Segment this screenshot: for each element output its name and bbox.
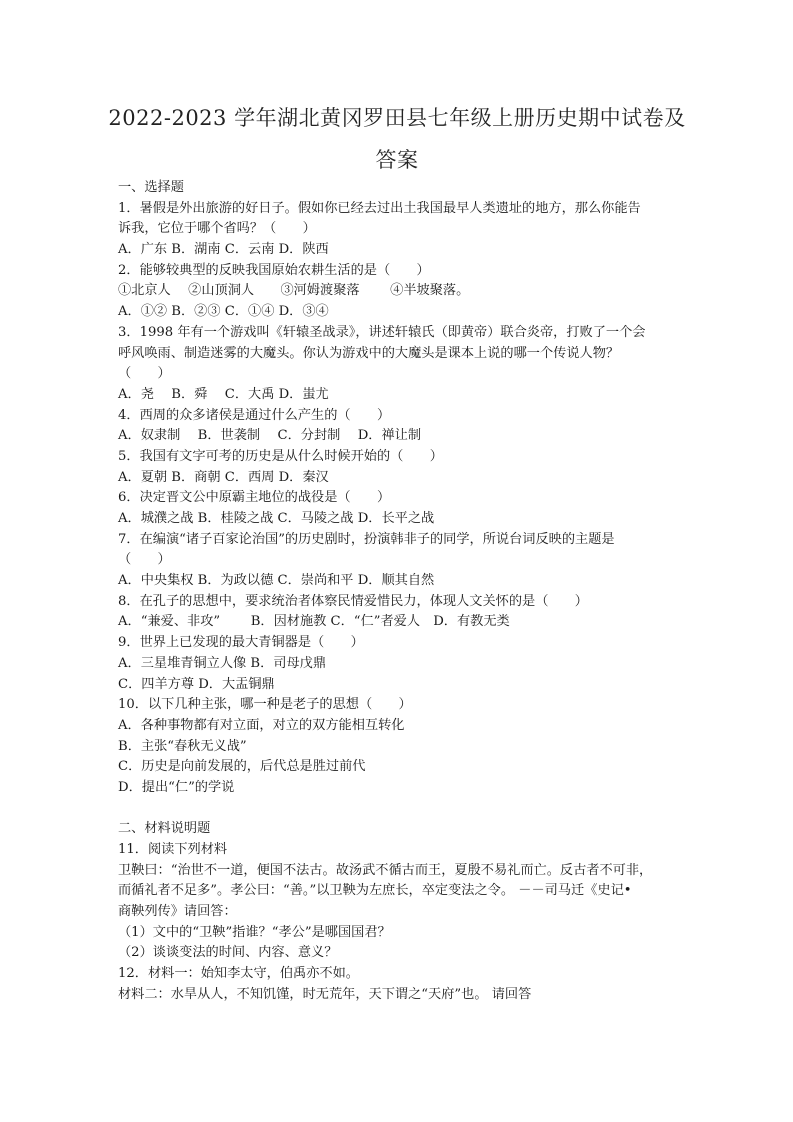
question-options: A．中央集权 B．为政以德 C．崇尚和平 D．顺其自然 [118, 573, 435, 589]
question-stem: （ ） [118, 552, 171, 568]
question-options: A．广东 B．湖南 C．云南 D．陕西 [118, 242, 329, 258]
question-stem: 6．决定晋文公中原霸主地位的战役是（ ） [118, 490, 391, 506]
question-1 [118, 199, 676, 261]
question-stem: 5．我国有文字可考的历史是从什么时候开始的（ ） [118, 448, 443, 464]
question-9 [118, 633, 676, 695]
material-text: 而循礼者不足多”。孝公曰：“善。”以卫鞅为左庶长，卒定变法之令。 －－司马迁《史记• [118, 883, 632, 899]
question-11 [118, 840, 676, 964]
question-5 [118, 447, 676, 488]
question-stem: 4．西周的众多诸侯是通过什么产生的（ ） [118, 407, 391, 423]
question-12 [118, 964, 676, 1005]
question-stem: 诉我，它位于哪个省吗？（ ） [118, 221, 316, 237]
question-options: A．城濮之战 B．桂陵之战 C．马陵之战 D．长平之战 [118, 511, 435, 526]
material-text: 商鞅列传》请回答： [118, 904, 237, 920]
question-10 [118, 695, 676, 798]
question-stem: 11．阅读下列材料 [118, 842, 228, 857]
document-title-continued: 答案 [375, 148, 419, 172]
question-stem: 1．暑假是外出旅游的好日子。假如你已经去过出土我国最早人类遗址的地方，那么你能告 [118, 200, 641, 216]
question-8 [118, 592, 676, 633]
question-options: A．“兼爱、非攻” B．因材施教 C．“仁”者爱人 D．有教无类 [118, 614, 510, 630]
question-option: A．各种事物都有对立面，对立的双方能相互转化 [118, 717, 405, 733]
material-text: 卫鞅曰：“治世不一道，便国不法古。故汤武不循古而王，夏殷不易礼而亡。反古者不可非， [118, 862, 653, 878]
question-7 [118, 530, 676, 592]
question-options: A．①② B．②③ C．①④ D．③④ [118, 304, 329, 320]
question-stem: 2．能够较典型的反映我国原始农耕生活的是（ ） [118, 262, 430, 278]
question-option: B．主张“春秋无义战” [118, 738, 247, 754]
document-body [118, 178, 676, 1006]
question-options: A．奴隶制 B．世袭制 C．分封制 D．禅让制 [118, 428, 422, 444]
question-2 [118, 261, 676, 323]
question-options: A．三星堆青铜立人像 B．司母戊鼎 [118, 655, 327, 671]
question-stem: 10．以下几种主张，哪一种是老子的思想（ ） [118, 697, 412, 713]
sub-question: （2）谈谈变法的时间、内容、意义？ [118, 945, 338, 961]
question-option: C．历史是向前发展的，后代总是胜过前代 [118, 759, 366, 775]
question-stem: 7．在编演“诸子百家论治国”的历史剧时，扮演韩非子的同学，所说台词反映的主题是 [118, 531, 615, 547]
document-title: 2022-2023 学年湖北黄冈罗田县七年级上册历史期中试卷及 [108, 106, 686, 130]
material-text: 材料二：水旱从人，不知饥馑，时无荒年，天下谓之“天府”也。 请回答 [118, 986, 532, 1002]
question-options: C．四羊方尊 D．大盂铜鼎 [118, 676, 275, 692]
material-text: 12．材料一：始知李太守，伯禹亦不如。 [118, 966, 359, 982]
section-spacer [118, 799, 676, 820]
question-4 [118, 406, 676, 447]
question-option: D．提出“仁”的学说 [118, 779, 235, 795]
question-stem: ①北京人 ②山顶洞人 ③河姆渡聚落 ④半坡聚落。 [118, 283, 470, 299]
sub-question: （1）文中的“卫鞅”指谁？“孝公”是哪国国君？ [118, 924, 391, 940]
question-options: A．尧 B．舜 C．大禹 D．蚩尤 [118, 386, 329, 402]
question-3 [118, 323, 676, 406]
question-stem: 8．在孔子的思想中，要求统治者体察民情爱惜民力，体现人文关怀的是（ ） [118, 593, 588, 609]
section-heading-choice: 一、选择题 [118, 180, 184, 195]
question-stem: 呼风唤雨、制造迷雾的大魔头。你认为游戏中的大魔头是课本上说的哪一个传说人物？ [118, 345, 620, 361]
section-heading-material: 二、材料说明题 [118, 821, 211, 837]
question-stem: 9．世界上已发现的最大青铜器是（ ） [118, 635, 364, 651]
question-stem: （ ） [118, 366, 171, 382]
question-stem: 3．1998 年有一个游戏叫《轩辕圣战录》，讲述轩辕氏（即黄帝）联合炎帝，打败了一个会 [118, 324, 646, 340]
question-6 [118, 488, 676, 529]
question-options: A．夏朝 B．商朝 C．西周 D．秦汉 [118, 469, 329, 485]
